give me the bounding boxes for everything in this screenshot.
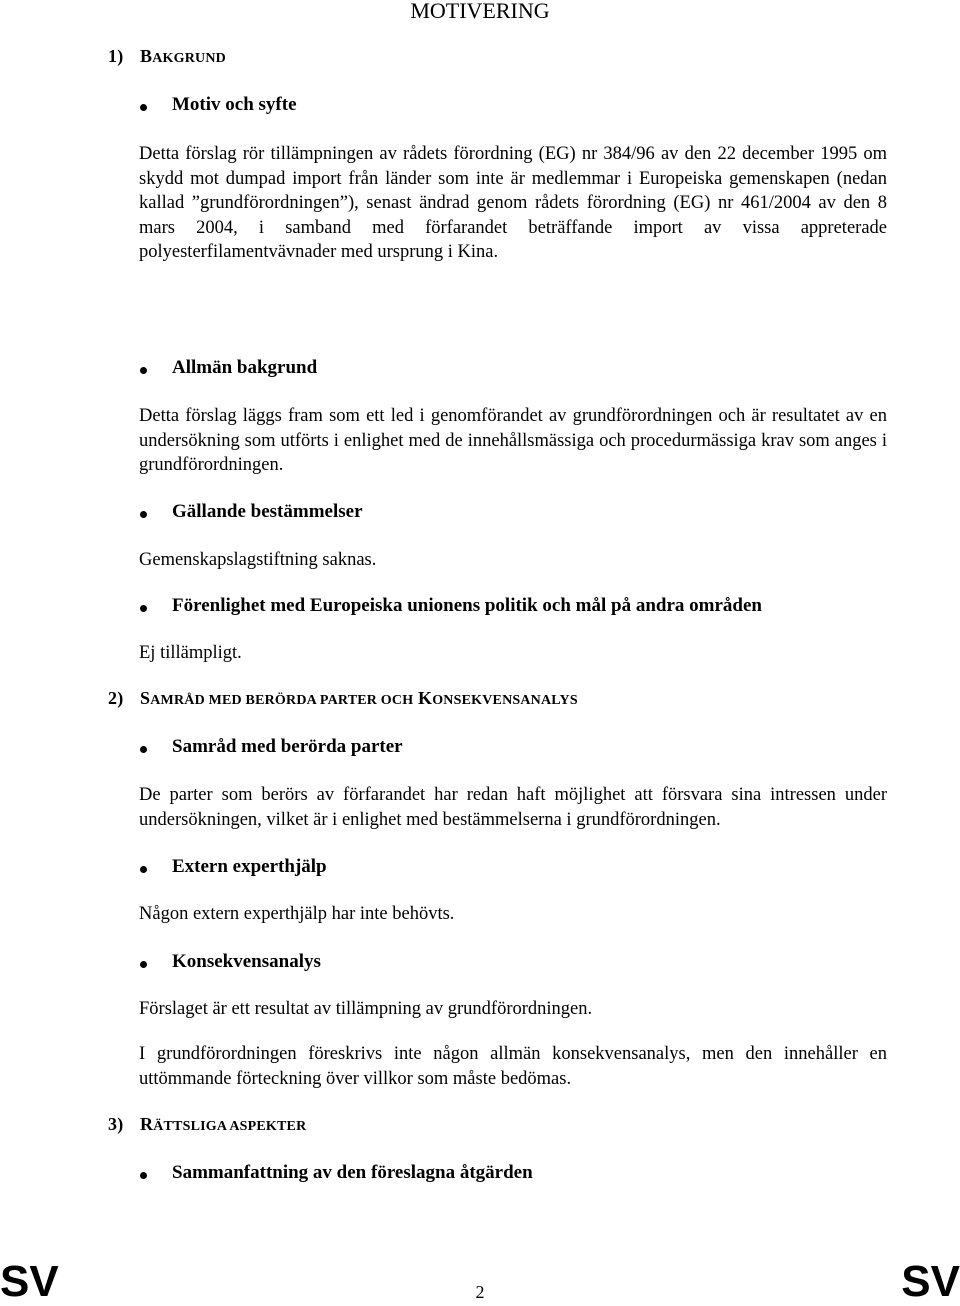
footer-language-left: SV — [0, 1257, 59, 1306]
section-initial: B — [140, 46, 153, 66]
section-heading-3: 3) RÄTTSLIGA ASPEKTER — [108, 1114, 307, 1134]
section-title-rest: AKGRUND — [152, 51, 226, 66]
document-title: MOTIVERING — [410, 0, 550, 23]
bullet-icon — [140, 746, 147, 753]
bullet-icon — [140, 866, 147, 873]
bullet-heading-samrad: Samråd med berörda parter — [140, 736, 403, 758]
bullet-icon — [140, 367, 147, 374]
paragraph-extern: Någon extern experthjälp har inte behövts. — [139, 904, 455, 924]
bullet-icon — [140, 605, 147, 612]
bullet-heading-motiv: Motiv och syfte — [140, 94, 297, 116]
bullet-icon — [140, 1172, 147, 1179]
paragraph-samrad: De parter som berörs av förfarandet har redan haft möjlighet att försvara sina intressen under undersökningen, vilket är i enlighet med bestämmelserna i grundförordningen. — [139, 785, 887, 830]
paragraph-konsekvens-2: I grundförordningen föreskrivs inte någon allmän konsekvensanalys, men den innehåller en uttömmande förteckning över villkor som måste bedömas. — [139, 1044, 887, 1089]
page-number: 2 — [475, 1282, 485, 1302]
footer-language-right: SV — [901, 1257, 960, 1306]
paragraph-motiv: Detta förslag rör tillämpningen av rådets förordning (EG) nr 384/96 av den 22 december 1995 om skydd mot dumpad import från länder som inte är medlemmar i Europeiska gemenskapen (nedan kallad ”grundförordningen”), senast ändrad genom rådets förordning (EG) nr 461/2004 av den 8 mars 2004, i samband med förfarandet beträffande import av vissa appreterade polyesterfilamentvävnader med ursprung i Kina. — [139, 144, 887, 262]
bullet-heading-konsekvens: Konsekvensanalys — [140, 951, 321, 973]
section-number: 3) — [108, 1114, 124, 1134]
section-heading-1 — [108, 46, 226, 67]
bullet-heading-allman: Allmän bakgrund — [140, 357, 317, 379]
bullet-heading-extern: Extern experthjälp — [140, 856, 327, 878]
bullet-heading-gallande: Gällande bestämmelser — [140, 501, 363, 523]
bullet-heading-sammanfattning: Sammanfattning av den föreslagna åtgärden — [140, 1162, 533, 1184]
bullet-heading-forenlighet: Förenlighet med Europeiska unionens politik och mål på andra områden — [140, 595, 762, 617]
section-number: 1) — [108, 46, 124, 66]
paragraph-forenlighet: Ej tillämpligt. — [139, 643, 242, 663]
paragraph-allman: Detta förslag läggs fram som ett led i genomförandet av grundförordningen och är resultatet av en undersökning som utförts i enlighet med de innehållsmässiga och procedurmässiga krav som anges i grundförordningen. — [139, 406, 887, 475]
bullet-icon — [140, 104, 147, 111]
section-heading-2: 2) SAMRÅD MED BERÖRDA PARTER OCH KONSEKVENSANALYS — [108, 688, 578, 708]
paragraph-konsekvens-1: Förslaget är ett resultat av tillämpning av grundförordningen. — [139, 999, 593, 1019]
bullet-icon — [140, 511, 147, 518]
paragraph-gallande: Gemenskapslagstiftning saknas. — [139, 550, 377, 570]
section-number: 2) — [108, 688, 124, 708]
bullet-icon — [140, 961, 147, 968]
